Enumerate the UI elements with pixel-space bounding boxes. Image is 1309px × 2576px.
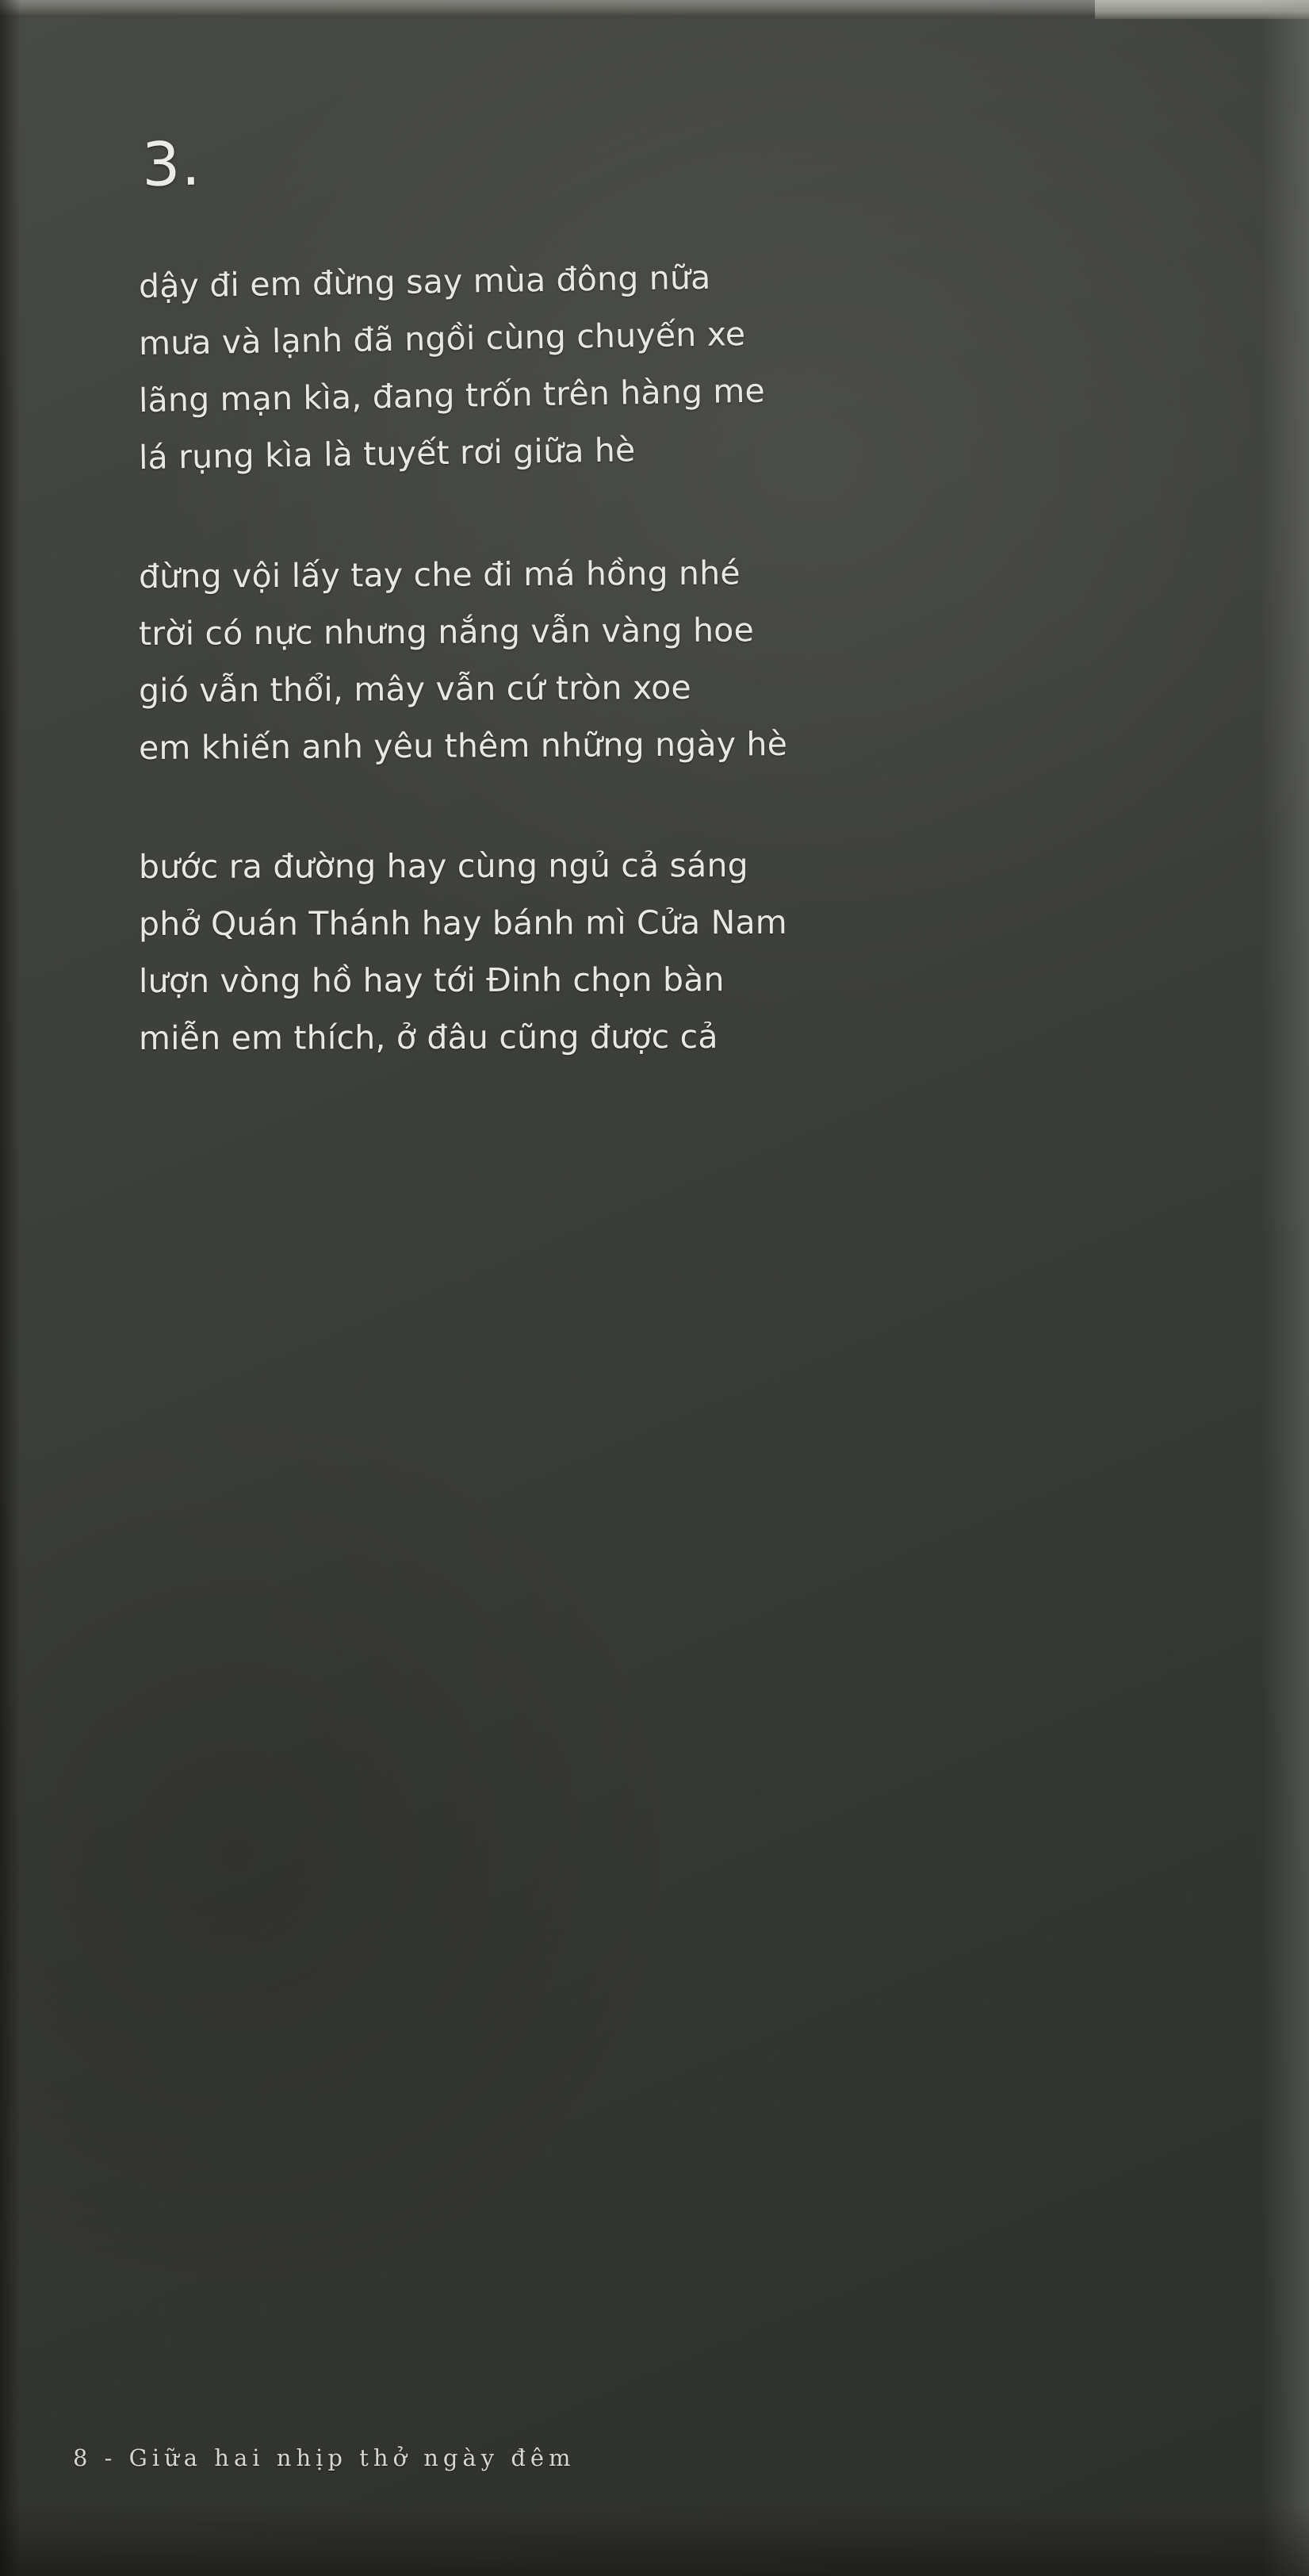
poem-number-heading: 3. [141, 128, 202, 200]
poem-line: mưa và lạnh đã ngồi cùng chuyến xe [138, 314, 746, 363]
poem-line: bước ra đường hay cùng ngủ cả sáng [138, 846, 748, 887]
poem-line: em khiến anh yêu thêm những ngày hè [138, 725, 788, 768]
stanza [139, 847, 1154, 1058]
poem-line: phở Quán Thánh hay bánh mì Cửa Nam [138, 903, 787, 944]
page-left-shadow [0, 0, 21, 2576]
poem-line: lượn vòng hồ hay tới Đinh chọn bàn [138, 960, 725, 1001]
poem-line: gió vẫn thổi, mây vẫn cứ tròn xoe [138, 668, 692, 711]
page-footer: 8 - Giữa hai nhịp thở ngày đêm [73, 2444, 576, 2471]
poem-line: lãng mạn kìa, đang trốn trên hàng me [138, 371, 766, 420]
poem-line: đừng vội lấy tay che đi má hồng nhé [138, 554, 741, 596]
poem-line: trời có nực nhưng nắng vẫn vàng hoe [138, 611, 755, 654]
stanza [138, 258, 1154, 477]
stanza [138, 554, 1154, 768]
page-right-highlight [1261, 0, 1309, 2576]
poem-line: miễn em thích, ở đâu cũng được cả [138, 1018, 718, 1058]
page-bottom-shadow [0, 2505, 1309, 2576]
poem-line: dậy đi em đừng say mùa đông nữa [138, 258, 711, 305]
poem-body [138, 128, 1154, 1058]
poem-line: lá rụng kìa là tuyết rơi giữa hè [138, 431, 636, 477]
